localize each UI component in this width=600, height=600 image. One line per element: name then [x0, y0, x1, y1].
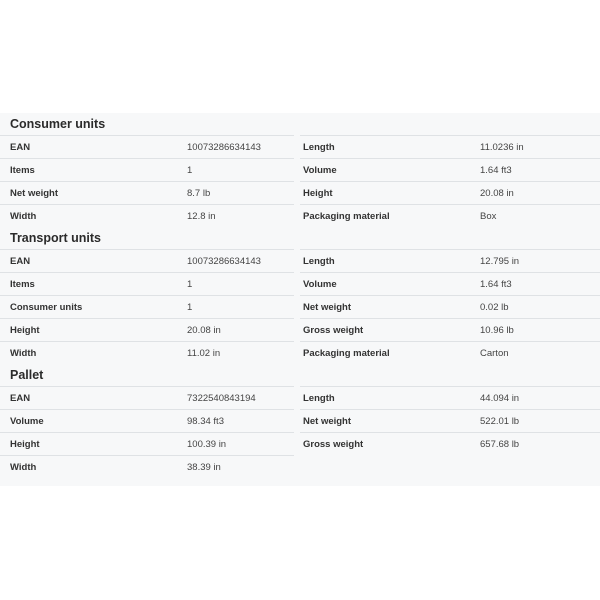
spec-value: 8.7 lb — [187, 187, 211, 199]
spec-label: Items — [10, 278, 35, 290]
spec-row — [300, 181, 600, 204]
spec-label: Width — [10, 210, 37, 222]
spec-value: 1 — [187, 301, 193, 313]
spec-label: EAN — [10, 141, 31, 153]
spec-row — [0, 409, 294, 432]
spec-value: 98.34 ft3 — [187, 415, 224, 427]
spec-row — [300, 318, 600, 341]
spec-row — [0, 295, 294, 318]
spec-row — [300, 204, 600, 227]
spec-label: Height — [10, 438, 40, 450]
spec-row — [300, 249, 600, 272]
spec-value: 20.08 in — [187, 324, 221, 336]
spec-row — [0, 158, 294, 181]
spec-value: 1.64 ft3 — [480, 164, 512, 176]
spec-label: Length — [303, 141, 335, 153]
spec-value: 20.08 in — [480, 187, 514, 199]
spec-label: Width — [10, 347, 37, 359]
spec-row — [300, 386, 600, 409]
spec-value: Box — [480, 210, 497, 222]
section-title: Consumer units — [10, 117, 106, 131]
spec-row — [300, 158, 600, 181]
spec-value: 38.39 in — [187, 461, 221, 473]
spec-row — [300, 295, 600, 318]
spec-label: EAN — [10, 392, 31, 404]
spec-value: 657.68 lb — [480, 438, 520, 450]
pallet-section — [0, 364, 600, 478]
product-specs-panel — [0, 113, 600, 486]
right-column — [300, 249, 600, 364]
spec-row — [0, 181, 294, 204]
spec-label: Volume — [10, 415, 44, 427]
left-column — [0, 386, 300, 478]
spec-row — [0, 432, 294, 455]
spec-row — [0, 204, 294, 227]
spec-row — [300, 409, 600, 432]
spec-value: 12.795 in — [480, 255, 520, 267]
left-column — [0, 135, 300, 227]
spec-label: Height — [303, 187, 333, 199]
spec-value: Carton — [480, 347, 509, 359]
spec-row — [300, 135, 600, 158]
spec-value: 0.02 lb — [480, 301, 509, 313]
spec-label: Net weight — [303, 301, 352, 313]
left-column — [0, 249, 300, 364]
spec-label: Net weight — [10, 187, 59, 199]
spec-label: Packaging material — [303, 210, 390, 222]
spec-label: Width — [10, 461, 37, 473]
consumer-units-section — [0, 113, 600, 227]
spec-label: Packaging material — [303, 347, 390, 359]
spec-label: EAN — [10, 255, 31, 267]
spec-value: 1 — [187, 164, 193, 176]
spec-label: Gross weight — [303, 438, 364, 450]
spec-row — [0, 249, 294, 272]
spec-value: 10073286634143 — [187, 141, 261, 153]
spec-row — [0, 318, 294, 341]
spec-label: Height — [10, 324, 40, 336]
spec-label: Volume — [303, 278, 337, 290]
spec-row — [300, 272, 600, 295]
right-column — [300, 135, 600, 227]
spec-row — [0, 341, 294, 364]
spec-value: 44.094 in — [480, 392, 520, 404]
spec-row — [0, 455, 294, 478]
spec-label: Items — [10, 164, 35, 176]
spec-value: 10073286634143 — [187, 255, 261, 267]
spec-value: 1 — [187, 278, 193, 290]
spec-value: 522.01 lb — [480, 415, 520, 427]
spec-row — [0, 272, 294, 295]
spec-label: Length — [303, 255, 335, 267]
spec-label: Net weight — [303, 415, 352, 427]
spec-value: 11.0236 in — [480, 141, 524, 153]
section-title: Transport units — [10, 231, 101, 245]
spec-label: Gross weight — [303, 324, 364, 336]
spec-value: 11.02 in — [187, 347, 221, 359]
spec-row — [300, 341, 600, 364]
spec-value: 10.96 lb — [480, 324, 514, 336]
spec-row — [0, 135, 294, 158]
transport-units-section — [0, 227, 600, 364]
right-column — [300, 386, 600, 478]
spec-row — [300, 432, 600, 455]
spec-value: 1.64 ft3 — [480, 278, 512, 290]
spec-value: 7322540843194 — [187, 392, 256, 404]
spec-row — [0, 386, 294, 409]
spec-label: Volume — [303, 164, 337, 176]
spec-value: 100.39 in — [187, 438, 227, 450]
section-title: Pallet — [10, 368, 44, 382]
spec-label: Consumer units — [10, 301, 83, 313]
spec-label: Length — [303, 392, 335, 404]
spec-value: 12.8 in — [187, 210, 216, 222]
